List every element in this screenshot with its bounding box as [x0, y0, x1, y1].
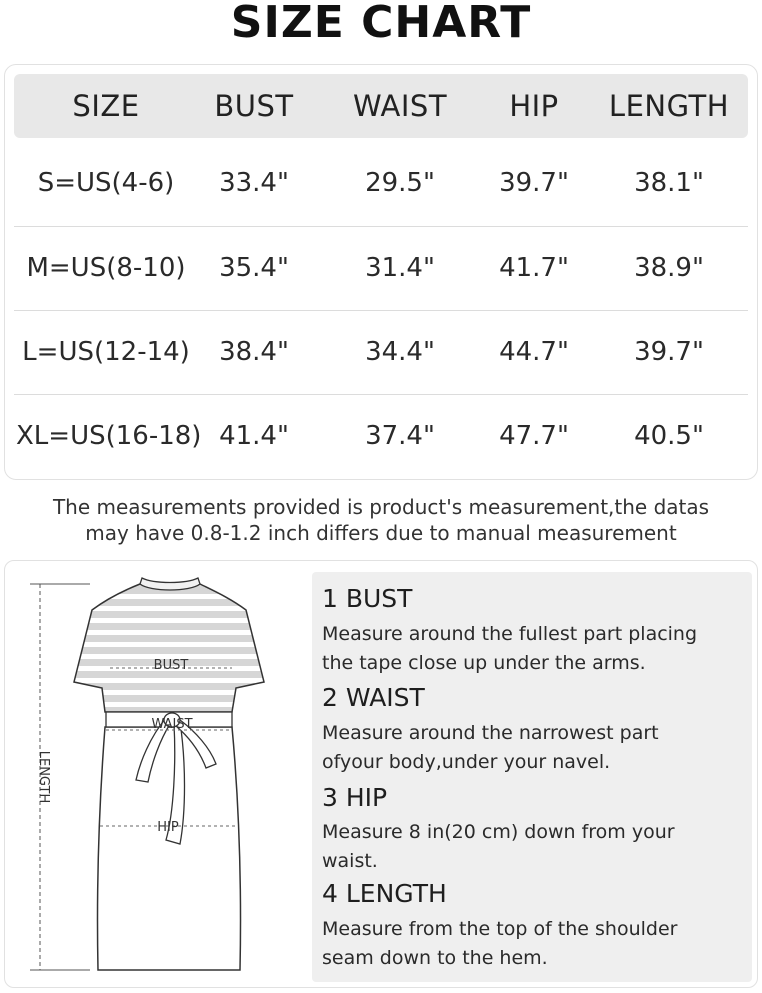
waist-cell: 37.4" [365, 421, 435, 451]
bust-cell: 38.4" [219, 337, 289, 367]
step-4-desc-line-1: Measure from the top of the shoulder [322, 918, 678, 940]
hip-cell: 47.7" [499, 421, 569, 451]
step-2-desc-line-2: ofyour body,under your navel. [322, 751, 611, 773]
hip-cell: 44.7" [499, 337, 569, 367]
header-hip: HIP [509, 89, 559, 123]
size-table [4, 64, 758, 480]
header-waist: WAIST [352, 89, 448, 123]
table-row [14, 311, 748, 394]
length-cell: 38.1" [634, 168, 704, 198]
bust-cell: 35.4" [219, 253, 289, 283]
table-header-row [14, 74, 748, 138]
waist-cell: 31.4" [365, 253, 435, 283]
length-cell: 40.5" [634, 421, 704, 451]
step-1-desc-line-2: the tape close up under the arms. [322, 652, 646, 674]
step-2-title: 2 WAIST [322, 683, 425, 712]
step-3-title: 3 HIP [322, 783, 388, 812]
step-1-desc-line-1: Measure around the fullest part placing [322, 623, 698, 645]
step-4-title: 4 LENGTH [322, 879, 447, 908]
size-cell: M=US(8-10) [26, 253, 186, 283]
waist-cell: 34.4" [365, 337, 435, 367]
step-2-desc [322, 719, 747, 777]
hip-cell: 39.7" [499, 168, 569, 198]
step-3-desc [322, 818, 747, 876]
note-line-2: may have 0.8-1.2 inch differs due to manual measurement [85, 521, 677, 545]
table-row [14, 395, 748, 478]
hip-label: HIP [157, 820, 179, 835]
bust-label: BUST [153, 658, 189, 673]
page-title: SIZE CHART [230, 0, 532, 48]
hip-cell: 41.7" [499, 253, 569, 283]
waist-cell: 29.5" [365, 168, 435, 198]
step-1-title: 1 BUST [322, 584, 413, 613]
size-cell: L=US(12-14) [22, 337, 190, 367]
step-1-desc [322, 620, 747, 678]
table-row [14, 142, 748, 225]
bodice-stripes [70, 582, 270, 717]
step-4-desc [322, 915, 747, 973]
header-size: SIZE [72, 89, 140, 123]
table-row [14, 227, 748, 310]
dress-illustration [10, 572, 310, 982]
bust-cell: 33.4" [219, 168, 289, 198]
step-2-desc-line-1: Measure around the narrowest part [322, 722, 659, 744]
step-3-desc-line-1: Measure 8 in(20 cm) down from your [322, 821, 675, 843]
length-cell: 38.9" [634, 253, 704, 283]
step-4-desc-line-2: seam down to the hem. [322, 947, 548, 969]
size-cell: S=US(4-6) [37, 168, 175, 198]
waist-label: WAIST [151, 717, 193, 732]
length-label: LENGTH [36, 750, 51, 804]
length-cell: 39.7" [634, 337, 704, 367]
measurement-note [0, 494, 762, 546]
bust-cell: 41.4" [219, 421, 289, 451]
step-3-desc-line-2: waist. [322, 850, 378, 872]
header-bust: BUST [214, 89, 294, 123]
note-line-1: The measurements provided is product's measurement,the datas [52, 495, 710, 519]
size-cell: XL=US(16-18) [16, 421, 202, 451]
header-length: LENGTH [608, 89, 730, 123]
